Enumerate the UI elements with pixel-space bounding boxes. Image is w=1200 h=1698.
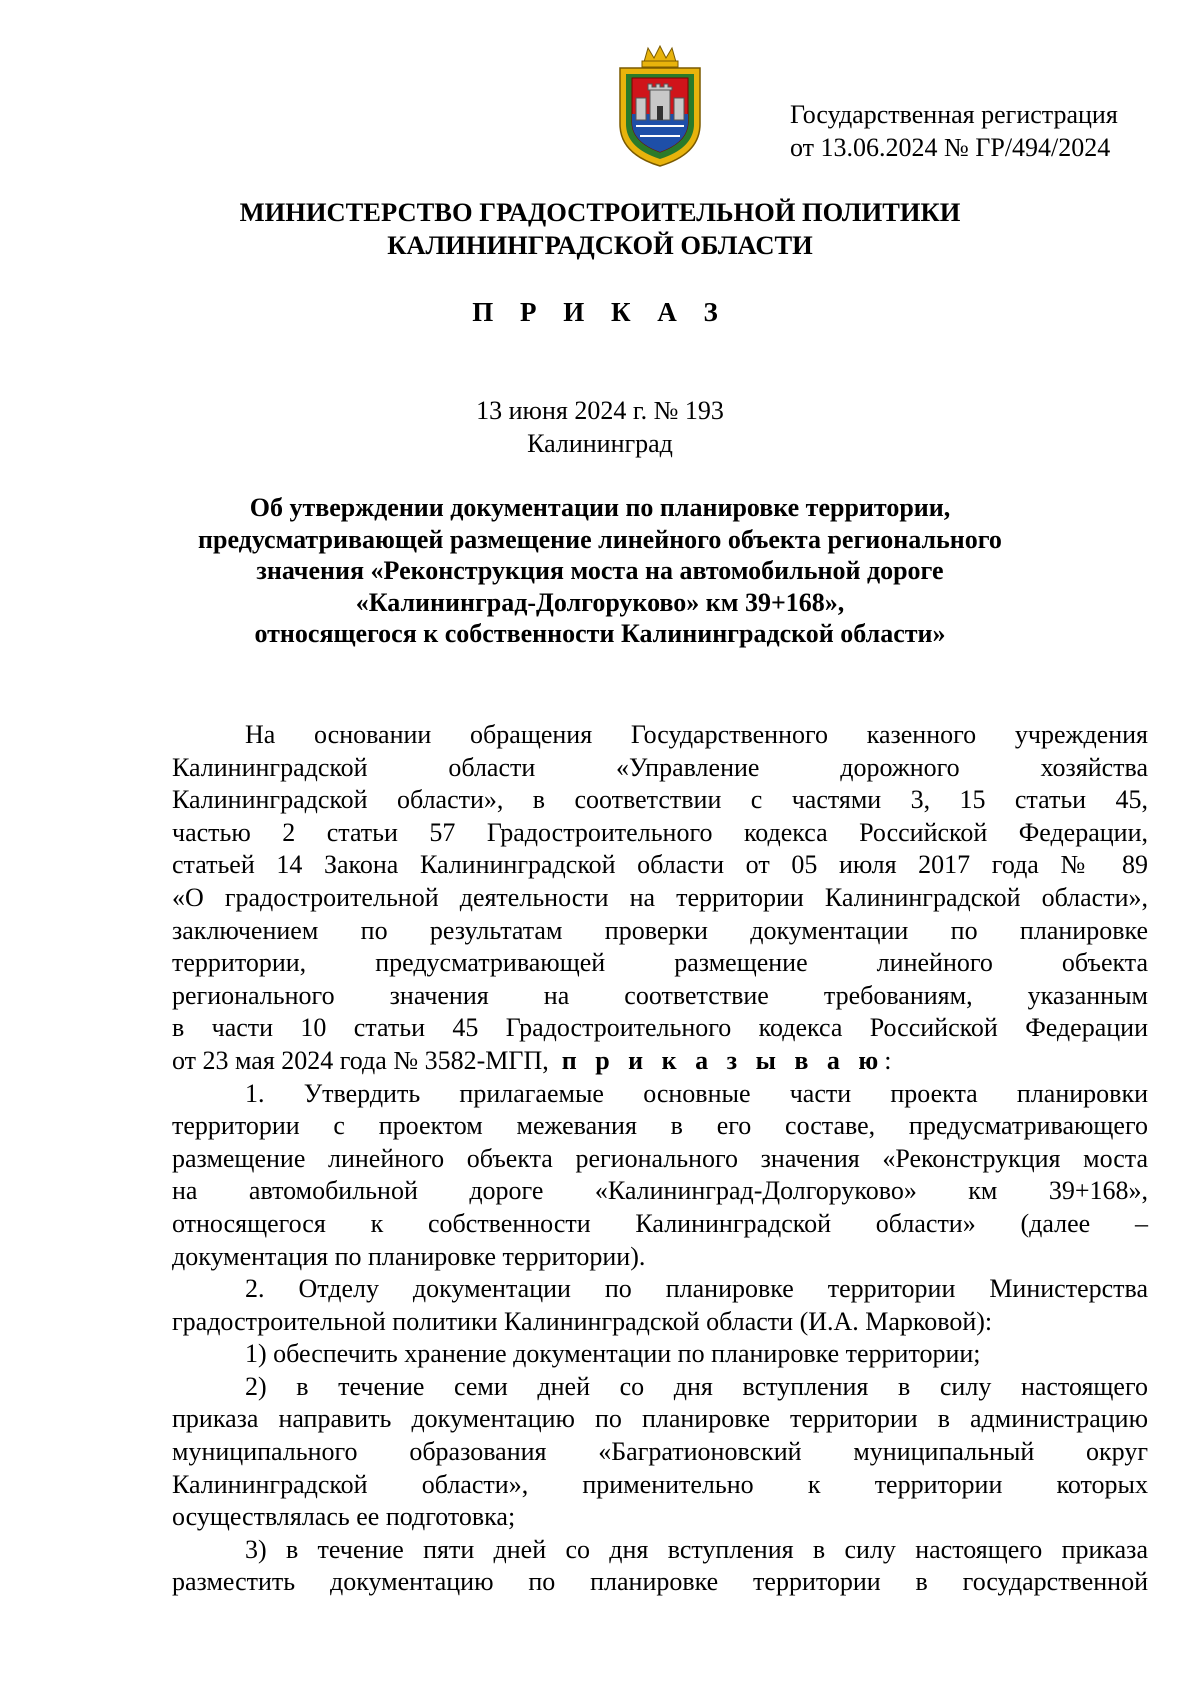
body-line: 1. Утвердить прилагаемые основные части проекта планировки bbox=[245, 1078, 1148, 1108]
body-line: регионального значения на соответствие требованиям, указанным bbox=[172, 980, 1148, 1010]
body-line: 3) в течение пяти дней со дня вступления в силу настоящего приказа bbox=[245, 1534, 1148, 1564]
document-type: П Р И К А З bbox=[472, 297, 728, 327]
body-line: 1) обеспечить хранение документации по планировке территории; bbox=[245, 1339, 981, 1369]
order-word: п р и к а з ы в а ю bbox=[561, 1045, 885, 1075]
body-line: 2. Отделу документации по планировке территории Министерства bbox=[245, 1274, 1148, 1304]
body-line: Калининградской области «Управление дорожного хозяйства bbox=[172, 752, 1148, 782]
body-line: Калининградской области», в соответствии с частями 3, 15 статьи 45, bbox=[172, 785, 1148, 815]
order-word-colon: : bbox=[884, 1045, 892, 1075]
body-line-prefix: от 23 мая 2024 года № 3582-МГП, bbox=[172, 1045, 549, 1075]
body-line: На основании обращения Государственного казенного учреждения bbox=[245, 720, 1148, 749]
subject-line: Об утверждении документации по планировке территории, bbox=[249, 493, 951, 522]
body-line: в части 10 статьи 45 Градостроительного кодекса Российской Федерации bbox=[172, 1013, 1148, 1043]
registration-number: от 13.06.2024 № ГР/494/2024 bbox=[790, 133, 1111, 162]
body-line: частью 2 статьи 57 Градостроительного кодекса Российской Федерации, bbox=[172, 817, 1148, 847]
body-line: осуществлялась ее подготовка; bbox=[172, 1502, 516, 1532]
body-line: «О градостроительной деятельности на территории Калининградской области», bbox=[172, 882, 1148, 912]
body-line: приказа направить документацию по планировке территории в администрацию bbox=[172, 1404, 1148, 1434]
order-subject bbox=[0, 492, 1200, 650]
body-line: 2) в течение семи дней со дня вступления в силу настоящего bbox=[245, 1371, 1148, 1401]
body-line: территории с проектом межевания в его составе, предусматривающего bbox=[172, 1111, 1148, 1141]
body-line: градостроительной политики Калининградской области (И.А. Марковой): bbox=[172, 1306, 993, 1336]
body-line: заключением по результатам проверки документации по планировке bbox=[172, 915, 1148, 945]
body-line: размещение линейного объекта регионального значения «Реконструкция моста bbox=[172, 1143, 1148, 1173]
order-date-number: 13 июня 2024 г. № 193 bbox=[476, 396, 724, 425]
order-city: Калининград bbox=[527, 429, 673, 458]
body-line-order bbox=[172, 1045, 1148, 1078]
coat-of-arms-icon bbox=[614, 44, 706, 168]
body-line: Калининградской области», применительно к территории которых bbox=[172, 1469, 1148, 1499]
registration-block bbox=[790, 98, 1150, 164]
body-line: муниципального образования «Багратионовский муниципальный округ bbox=[172, 1437, 1148, 1467]
body-line: территории, предусматривающей размещение линейного объекта bbox=[172, 948, 1148, 978]
body-line: относящегося к собственности Калининградской области» (далее – bbox=[172, 1208, 1148, 1238]
body-line: на автомобильной дороге «Калининград-Долгоруково» км 39+168», bbox=[172, 1176, 1148, 1206]
subject-line: относящегося к собственности Калининградской области» bbox=[254, 619, 946, 648]
ministry-title bbox=[0, 196, 1200, 262]
registration-title: Государственная регистрация bbox=[790, 100, 1118, 129]
date-and-place bbox=[0, 394, 1200, 460]
subject-line: «Калининград-Долгоруково» км 39+168», bbox=[355, 587, 845, 617]
body-line: разместить документацию по планировке территории в государственной bbox=[172, 1567, 1148, 1597]
ministry-line-1: МИНИСТЕРСТВО ГРАДОСТРОИТЕЛЬНОЙ ПОЛИТИКИ bbox=[239, 197, 961, 227]
subject-line: значения «Реконструкция моста на автомобильной дороге bbox=[256, 556, 944, 585]
order-body bbox=[172, 719, 1148, 1599]
ministry-line-2: КАЛИНИНГРАДСКОЙ ОБЛАСТИ bbox=[387, 230, 813, 260]
subject-line: предусматривающей размещение линейного объекта регионального bbox=[198, 524, 1002, 554]
body-line: документация по планировке территории). bbox=[172, 1241, 646, 1271]
body-line: статьей 14 Закона Калининградской области от 05 июля 2017 года № 89 bbox=[172, 850, 1148, 880]
